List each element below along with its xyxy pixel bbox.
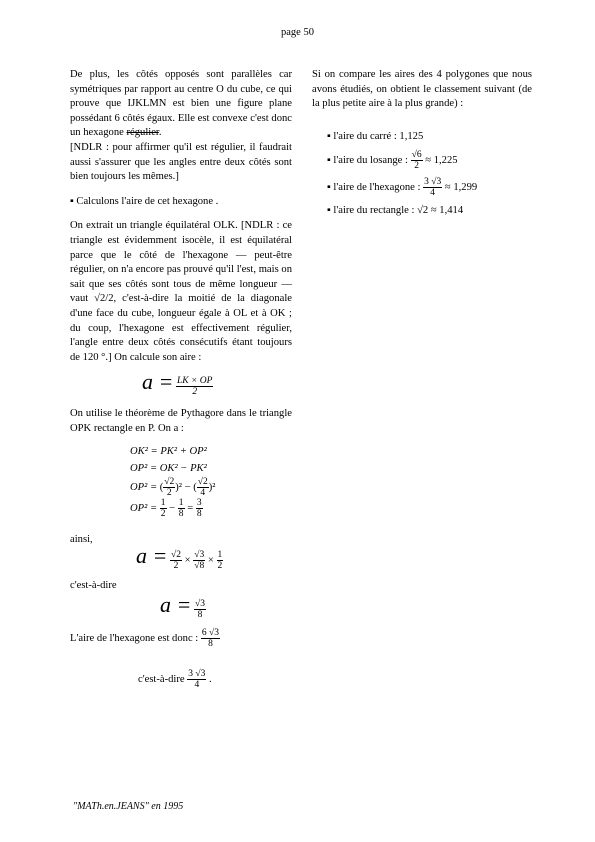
- equation-2: OP² = OK² − PK²: [130, 462, 207, 474]
- fraction-denominator: 8: [178, 508, 184, 519]
- list-item: [327, 204, 532, 219]
- fraction-denominator: 2: [166, 487, 172, 498]
- fraction-denominator: 8: [208, 638, 213, 649]
- footer-credit: "MATh.en.JEANS" en 1995: [73, 801, 184, 812]
- ainsi-label: ainsi,: [70, 533, 93, 545]
- approx-value: ≈ 1,299: [444, 182, 478, 194]
- fraction-denominator: 2: [414, 161, 419, 172]
- paragraph-triangle: On extrait un triangle équilatéral OLK. [NDLR : ce triangle est évidemment isocèle, il est équilatéral parce que le côté de l'hexagone — peut-être régulier, on n'a encore pas prouvé qu'il l'est, mais on sait que ses côtés sont tous de même longueur — vaut √2/2, c'est-à-dire la moitié de la diagonale d'une face du cube, longueur égale à OL et à OK ; du coup, l'hexagone est effectivement régulier, l'angle entre deux côtés consécutifs étant toujours de 120 °.] On calcule son aire :: [70, 220, 292, 363]
- fraction-numerator: 3 √3: [424, 177, 442, 188]
- fraction: [176, 376, 213, 397]
- fraction: [187, 669, 206, 690]
- fraction: [170, 550, 182, 571]
- formula-a-area: [142, 369, 292, 398]
- fraction: [423, 177, 442, 198]
- list-item-label: ▪ l'aire du rectangle : √2 ≈ 1,414: [327, 205, 464, 217]
- formula-a-result: [160, 591, 292, 620]
- fraction: [163, 477, 175, 498]
- fraction: [217, 550, 224, 571]
- fraction-numerator: 1: [160, 497, 166, 508]
- area-ranking-list: [327, 130, 532, 219]
- left-column: [70, 68, 292, 690]
- fraction-numerator: √6: [411, 150, 422, 161]
- paragraph-convexity: [70, 68, 292, 141]
- equation-3: OP² = ( $\frac{√2}{2}$ )² − ( $\frac{√2}{4}$ )²: [130, 476, 216, 498]
- fraction-denominator: 4: [430, 188, 436, 199]
- hexagon-area-line: [70, 628, 292, 649]
- fraction: [160, 498, 167, 519]
- list-item: [327, 130, 532, 145]
- sentence-end: .: [209, 673, 212, 685]
- list-item: [327, 150, 532, 171]
- fraction-numerator: √2: [164, 476, 175, 487]
- list-item-label: ▪ l'aire du carré : 1,125: [327, 130, 424, 142]
- list-item: [327, 177, 532, 198]
- fraction-numerator: √2: [171, 550, 181, 561]
- pythagore-equations: [130, 443, 292, 519]
- fraction: [196, 498, 203, 519]
- fraction: [197, 477, 209, 498]
- equation-1: OK² = PK² + OP²: [130, 445, 207, 457]
- formula-a-product: a = $\frac{√2}{2}$ × $\frac{√3}{√8}$ × $\frac{1}{2}$: [136, 543, 223, 572]
- fraction-numerator: 6 √3: [201, 627, 219, 638]
- paragraph-pythagore: On utilise le théorème de Pythagore dans le triangle OPK rectangle en P. On a :: [70, 408, 292, 434]
- fraction: [201, 628, 220, 649]
- fraction-denominator: 8: [197, 609, 203, 620]
- fraction-numerator: 3: [196, 497, 202, 508]
- fraction-numerator: LK × OP: [177, 376, 213, 387]
- approx-value: ≈ 1,225: [425, 155, 458, 167]
- paragraph-end: .: [158, 127, 162, 139]
- fraction-denominator: 2: [160, 508, 166, 519]
- fraction: [411, 150, 423, 171]
- fraction-denominator: 2: [217, 561, 223, 572]
- hexagon-area-simplified: [138, 669, 292, 690]
- formula-lhs: a =: [142, 369, 174, 395]
- cest-a-dire-label: c'est-à-dire: [138, 673, 185, 685]
- fraction-numerator: 1: [178, 497, 184, 508]
- cest-a-dire-label: c'est-à-dire: [70, 580, 117, 592]
- fraction-numerator: √3: [195, 598, 205, 609]
- fraction-denominator: 8: [196, 508, 202, 519]
- fraction: [178, 498, 185, 519]
- equation-lhs: OP² =: [130, 502, 158, 514]
- right-column: [312, 68, 532, 225]
- formula-lhs: a =: [136, 543, 168, 569]
- paragraph-comparison: Si on compare les aires des 4 polygones que nous avons étudiés, on obtient le classement suivant (de la plus petite aire à la plus grande) :: [312, 69, 532, 110]
- list-item-label: ▪ l'aire de l'hexagone :: [327, 182, 421, 194]
- fraction-denominator: 2: [192, 387, 198, 398]
- fraction-numerator: 1: [217, 550, 223, 561]
- page-number: page 50: [281, 27, 314, 38]
- paragraph-text: De plus, les côtés opposés sont parallèles car symétriques par rapport au centre O du cube, ce qui prouve que IJKLMN est bien une figure plane possédant 6 côtés égaux. Elle est convexe c'est donc un hexagone: [70, 69, 292, 139]
- fraction-numerator: √3: [194, 550, 205, 561]
- equation-lhs: OP² =: [130, 481, 158, 493]
- fraction-denominator: 4: [194, 679, 200, 690]
- formula-lhs: a =: [160, 591, 192, 617]
- fraction-denominator: √8: [194, 561, 205, 572]
- fraction: [194, 599, 206, 620]
- hexagon-area-label: L'aire de l'hexagone est donc :: [70, 632, 199, 644]
- fraction-numerator: 3 √3: [188, 668, 206, 679]
- fraction-numerator: √2: [197, 476, 208, 487]
- bullet-compute-area: ▪ Calculons l'aire de cet hexagone .: [70, 195, 219, 207]
- list-item-label: ▪ l'aire du losange :: [327, 155, 408, 167]
- equation-4: OP² = $\frac{1}{2}$ − $\frac{1}{8}$ = $\frac{3}{8}$: [130, 497, 202, 519]
- fraction-denominator: 4: [200, 487, 206, 498]
- struck-word: régulier: [126, 127, 159, 139]
- ndlr-note-1: [NDLR : pour affirmer qu'il est régulier, il faudrait aussi s'assurer que les angles entre deux côtés sont bien toujours les mêmes.]: [70, 141, 292, 183]
- fraction: [193, 550, 205, 571]
- fraction-denominator: 2: [173, 561, 179, 572]
